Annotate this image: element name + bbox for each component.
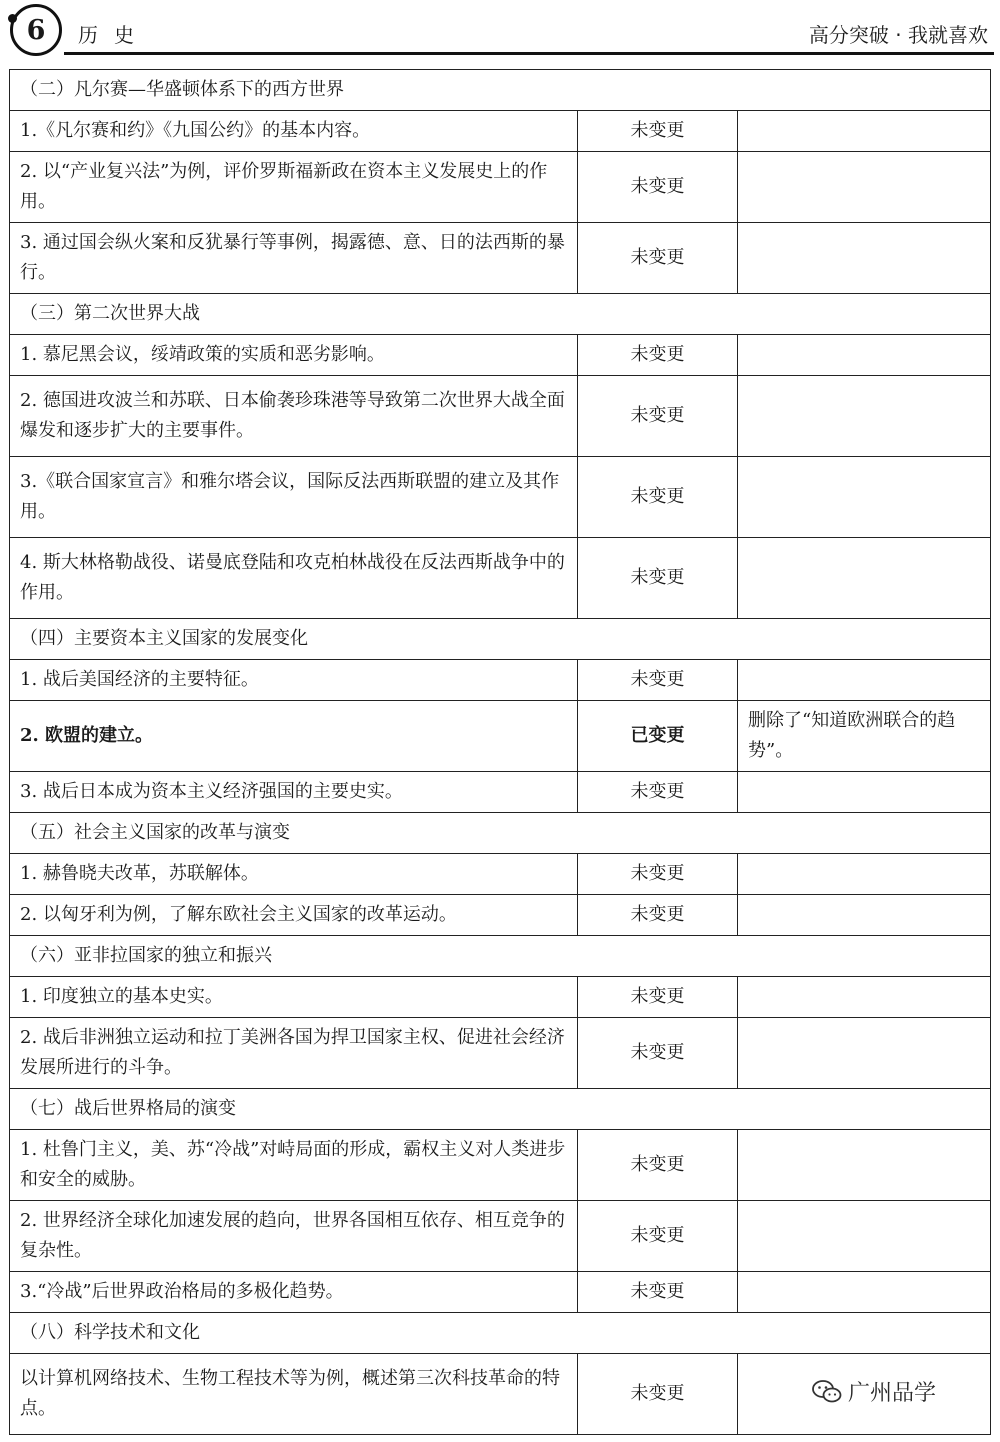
status-cell: 未变更: [578, 895, 738, 936]
note-cell: [738, 152, 991, 223]
header-slogan: 高分突破 · 我就喜欢: [808, 23, 988, 47]
item-text: 3.《联合国家宣言》和雅尔塔会议，国际反法西斯联盟的建立及其作用。: [10, 457, 578, 538]
note-cell: [738, 977, 991, 1018]
table-row: [10, 895, 991, 936]
status-cell: 未变更: [578, 1130, 738, 1201]
table-row: [10, 111, 991, 152]
section-header: [10, 1089, 991, 1130]
section-title: （八）科学技术和文化: [10, 1313, 991, 1354]
table-row: [10, 1272, 991, 1313]
item-text: 3. 战后日本成为资本主义经济强国的主要史实。: [10, 772, 578, 813]
note-cell: [738, 538, 991, 619]
status-cell: 未变更: [578, 111, 738, 152]
note-cell: [738, 457, 991, 538]
item-text: 1. 慕尼黑会议，绥靖政策的实质和恶劣影响。: [10, 335, 578, 376]
subject-title: 历史: [78, 23, 150, 47]
status-cell: 未变更: [578, 335, 738, 376]
section-header: [10, 70, 991, 111]
note-cell: [738, 1018, 991, 1089]
syllabus-table: [9, 69, 991, 1435]
table-row: [10, 223, 991, 294]
section-title: （七）战后世界格局的演变: [10, 1089, 991, 1130]
table-row: [10, 152, 991, 223]
section-title: （六）亚非拉国家的独立和振兴: [10, 936, 991, 977]
item-text: 4. 斯大林格勒战役、诺曼底登陆和攻克柏林战役在反法西斯战争中的作用。: [10, 538, 578, 619]
page-number-badge: [10, 4, 62, 56]
status-cell: 未变更: [578, 538, 738, 619]
watermark-text: 广州品学: [848, 1381, 937, 1406]
section-title: （四）主要资本主义国家的发展变化: [10, 619, 991, 660]
section-title: （五）社会主义国家的改革与演变: [10, 813, 991, 854]
section-title: （三）第二次世界大战: [10, 294, 991, 335]
note-cell: [738, 1272, 991, 1313]
note-cell: [738, 895, 991, 936]
status-cell: 未变更: [578, 457, 738, 538]
badge-dot: [8, 14, 17, 23]
watermark: [812, 1376, 936, 1407]
note-cell: [738, 1130, 991, 1201]
table-row: [10, 538, 991, 619]
item-text: 1.《凡尔赛和约》《九国公约》的基本内容。: [10, 111, 578, 152]
status-cell: 已变更: [578, 701, 738, 772]
section-header: [10, 936, 991, 977]
item-text: 2. 战后非洲独立运动和拉丁美洲各国为捍卫国家主权、促进社会经济发展所进行的斗争。: [10, 1018, 578, 1089]
status-cell: 未变更: [578, 1018, 738, 1089]
section-header: [10, 619, 991, 660]
status-cell: 未变更: [578, 223, 738, 294]
table-row: [10, 335, 991, 376]
table-row: [10, 1018, 991, 1089]
header-rule: [64, 52, 994, 55]
status-cell: 未变更: [578, 1201, 738, 1272]
item-text: 2. 德国进攻波兰和苏联、日本偷袭珍珠港等导致第二次世界大战全面爆发和逐步扩大的主要事件。: [10, 376, 578, 457]
item-text: 2. 欧盟的建立。: [10, 701, 578, 772]
item-text: 2. 以“产业复兴法”为例，评价罗斯福新政在资本主义发展史上的作用。: [10, 152, 578, 223]
table-row: [10, 772, 991, 813]
item-text: 3.“冷战”后世界政治格局的多极化趋势。: [10, 1272, 578, 1313]
item-text: 1. 赫鲁晓夫改革，苏联解体。: [10, 854, 578, 895]
status-cell: 未变更: [578, 152, 738, 223]
note-cell: [738, 111, 991, 152]
status-cell: 未变更: [578, 854, 738, 895]
status-cell: 未变更: [578, 660, 738, 701]
status-cell: 未变更: [578, 977, 738, 1018]
note-cell: [738, 1201, 991, 1272]
item-text: 3. 通过国会纵火案和反犹暴行等事例，揭露德、意、日的法西斯的暴行。: [10, 223, 578, 294]
table-row: [10, 1201, 991, 1272]
status-cell: 未变更: [578, 1354, 738, 1435]
table-row: [10, 854, 991, 895]
item-text: 1. 杜鲁门主义，美、苏“冷战”对峙局面的形成，霸权主义对人类进步和安全的威胁。: [10, 1130, 578, 1201]
item-text: 1. 印度独立的基本史实。: [10, 977, 578, 1018]
note-cell: [738, 772, 991, 813]
note-cell: [738, 660, 991, 701]
wechat-icon: [812, 1379, 842, 1405]
section-header: [10, 294, 991, 335]
note-cell: [738, 223, 991, 294]
page-header: [0, 0, 1000, 62]
note-cell: [738, 376, 991, 457]
item-text: 1. 战后美国经济的主要特征。: [10, 660, 578, 701]
section-header: [10, 813, 991, 854]
table-row: [10, 1130, 991, 1201]
status-cell: 未变更: [578, 772, 738, 813]
table-row: [10, 977, 991, 1018]
note-cell: [738, 335, 991, 376]
table-row: [10, 660, 991, 701]
section-header: [10, 1313, 991, 1354]
page-number: 6: [26, 14, 46, 46]
status-cell: 未变更: [578, 1272, 738, 1313]
table-row: [10, 457, 991, 538]
table-row-changed: [10, 701, 991, 772]
note-cell: 删除了“知道欧洲联合的趋势”。: [738, 701, 991, 772]
item-text: 2. 以匈牙利为例，了解东欧社会主义国家的改革运动。: [10, 895, 578, 936]
status-cell: 未变更: [578, 376, 738, 457]
item-text: 2. 世界经济全球化加速发展的趋向，世界各国相互依存、相互竞争的复杂性。: [10, 1201, 578, 1272]
item-text: 以计算机网络技术、生物工程技术等为例，概述第三次科技革命的特点。: [10, 1354, 578, 1435]
section-title: （二）凡尔赛—华盛顿体系下的西方世界: [10, 70, 991, 111]
table-row: [10, 376, 991, 457]
note-cell: [738, 854, 991, 895]
